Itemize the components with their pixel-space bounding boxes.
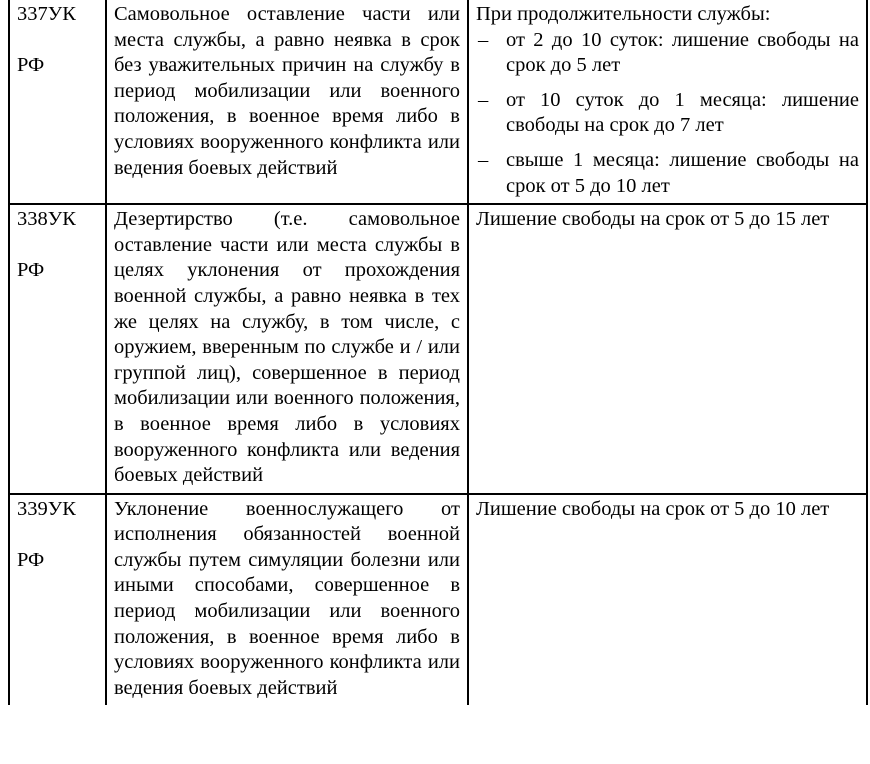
article-number: 339 [17, 497, 48, 520]
table-row [9, 0, 867, 204]
dash-marker-icon: – [478, 148, 489, 171]
penalty-text: Лишение свободы на срок от 5 до 10 лет [476, 497, 830, 520]
penalty-list [476, 28, 859, 200]
penalty-intro: При продолжительности службы: [476, 3, 771, 25]
penalty-item-text: от 10 суток до 1 месяца: лишение свободы на срок до 7 лет [506, 88, 859, 137]
penalty-cell [468, 494, 867, 706]
article-code-line [17, 497, 98, 548]
table-body [9, 0, 867, 705]
penalty-item-text: свыше 1 месяца: лишение свободы на срок от 5 до 10 лет [506, 148, 859, 197]
article-code-cell [9, 204, 106, 494]
offence-cell [106, 0, 468, 204]
offence-text: Уклонение военнослужащего от исполнения обязанностей военной службы путем симуляции болезни или иными способами, совершенное в период мобилизации или военного положения, в военное время либо в условиях вооруженного конфликта или ведения боевых действий [114, 497, 460, 699]
offence-text: Дезертирство (т.е. самовольное оставление части или места службы в целях уклонения от прохождения военной службы, а равно неявка в тех же целях на службу, в том числе, с оружием, вверенным по службе и / или группой лиц), совершенное в период мобилизации или военного положения, в военное время либо в условиях вооруженного конфликта или ведения боевых действий [114, 208, 460, 487]
offence-cell [106, 204, 468, 494]
article-law: УК [47, 208, 76, 231]
article-law: УК [47, 3, 76, 25]
article-law: УК [47, 497, 76, 520]
article-country: РФ [17, 548, 45, 571]
list-item [476, 148, 859, 199]
penalty-item-text: от 2 до 10 суток: лишение свободы на срок до 5 лет [506, 28, 859, 77]
table-row [9, 494, 867, 706]
article-country: РФ [17, 259, 45, 282]
article-code-line [17, 207, 98, 258]
dash-marker-icon: – [478, 28, 489, 51]
article-code-cell [9, 494, 106, 706]
table-row [9, 204, 867, 494]
penalty-cell [468, 204, 867, 494]
article-country: РФ [17, 54, 45, 77]
offence-cell [106, 494, 468, 706]
list-item [476, 88, 859, 139]
list-item [476, 28, 859, 79]
offence-text: Самовольное оставление части или места службы, а равно неявка в срок без уважительных причин на службу в период мобилизации или военного положения, в военное время либо в условиях вооруженного конфликта или ведения боевых действий [114, 3, 460, 179]
liability-table [8, 0, 868, 705]
dash-marker-icon: – [478, 88, 489, 111]
article-number: 337 [17, 3, 48, 25]
penalty-cell [468, 0, 867, 204]
article-code-cell [9, 0, 106, 204]
penalty-text: Лишение свободы на срок от 5 до 15 лет [476, 208, 830, 231]
article-code-line [17, 2, 98, 53]
article-number: 338 [17, 208, 48, 231]
